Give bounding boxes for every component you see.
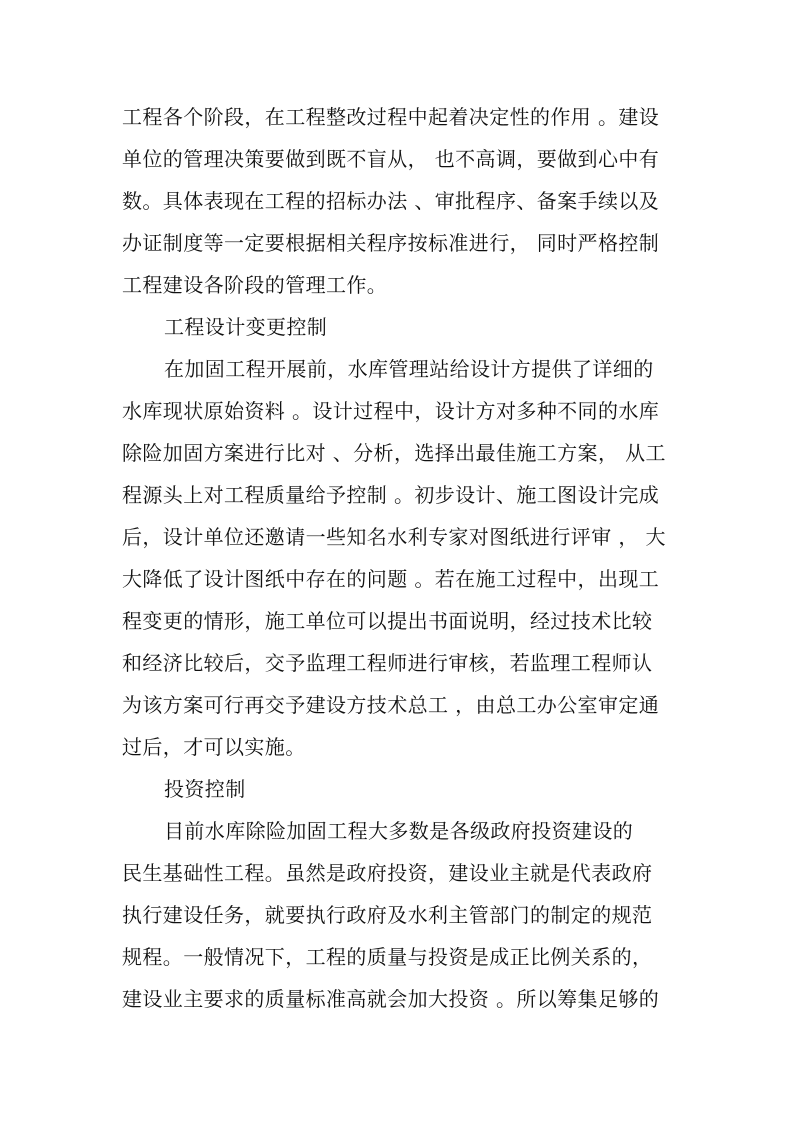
paragraph-start: 目前水库除险加固工程大多数是各级政府投资建设的 xyxy=(164,819,634,843)
section-heading-investment-control: 投资控制 xyxy=(164,777,246,801)
section-heading-design-change: 工程设计变更控制 xyxy=(164,315,328,339)
text-line: 水库现状原始资料 。设计过程中，设计方对多种不同的水库 xyxy=(122,399,660,423)
text-line: 规程。一般情况下，工程的质量与投资是成正比例关系的， xyxy=(122,945,653,969)
text-line: 工程各个阶段，在工程整改过程中起着决定性的作用 。建设 xyxy=(122,105,660,129)
text-line: 程变更的情形，施工单位可以提出书面说明，经过技术比较 xyxy=(122,609,653,633)
text-line: 建设业主要求的质量标准高就会加大投资 。所以筹集足够的 xyxy=(122,987,660,1011)
text-line: 后，设计单位还邀请一些知名水利专家对图纸进行评审 ， 大 xyxy=(122,525,666,549)
text-line: 执行建设任务，就要执行政府及水利主管部门的制定的规范 xyxy=(122,903,653,927)
text-line: 程源头上对工程质量给予控制 。初步设计、施工图设计完成 xyxy=(122,483,660,507)
text-line: 和经济比较后，交予监理工程师进行审核，若监理工程师认 xyxy=(122,651,653,675)
text-line: 为该方案可行再交予建设方技术总工 ，由总工办公室审定通 xyxy=(122,693,660,717)
text-line: 办证制度等一定要根据相关程序按标准进行， 同时严格控制 xyxy=(122,231,660,255)
text-line: 大降低了设计图纸中存在的问题 。若在施工过程中，出现工 xyxy=(122,567,660,591)
paragraph-start: 在加固工程开展前，水库管理站给设计方提供了详细的 xyxy=(164,357,654,381)
text-line: 工程建设各阶段的管理工作。 xyxy=(122,273,388,297)
text-line: 数。具体表现在工程的招标办法 、审批程序、备案手续以及 xyxy=(122,189,660,213)
body-text xyxy=(122,96,682,1020)
text-line: 民生基础性工程。虽然是政府投资，建设业主就是代表政府 xyxy=(122,861,653,885)
text-line: 除险加固方案进行比对 、分析，选择出最佳施工方案， 从工 xyxy=(122,441,666,465)
text-line: 单位的管理决策要做到既不盲从， 也不高调，要做到心中有 xyxy=(122,147,660,171)
text-line: 过后，才可以实施。 xyxy=(122,735,306,759)
